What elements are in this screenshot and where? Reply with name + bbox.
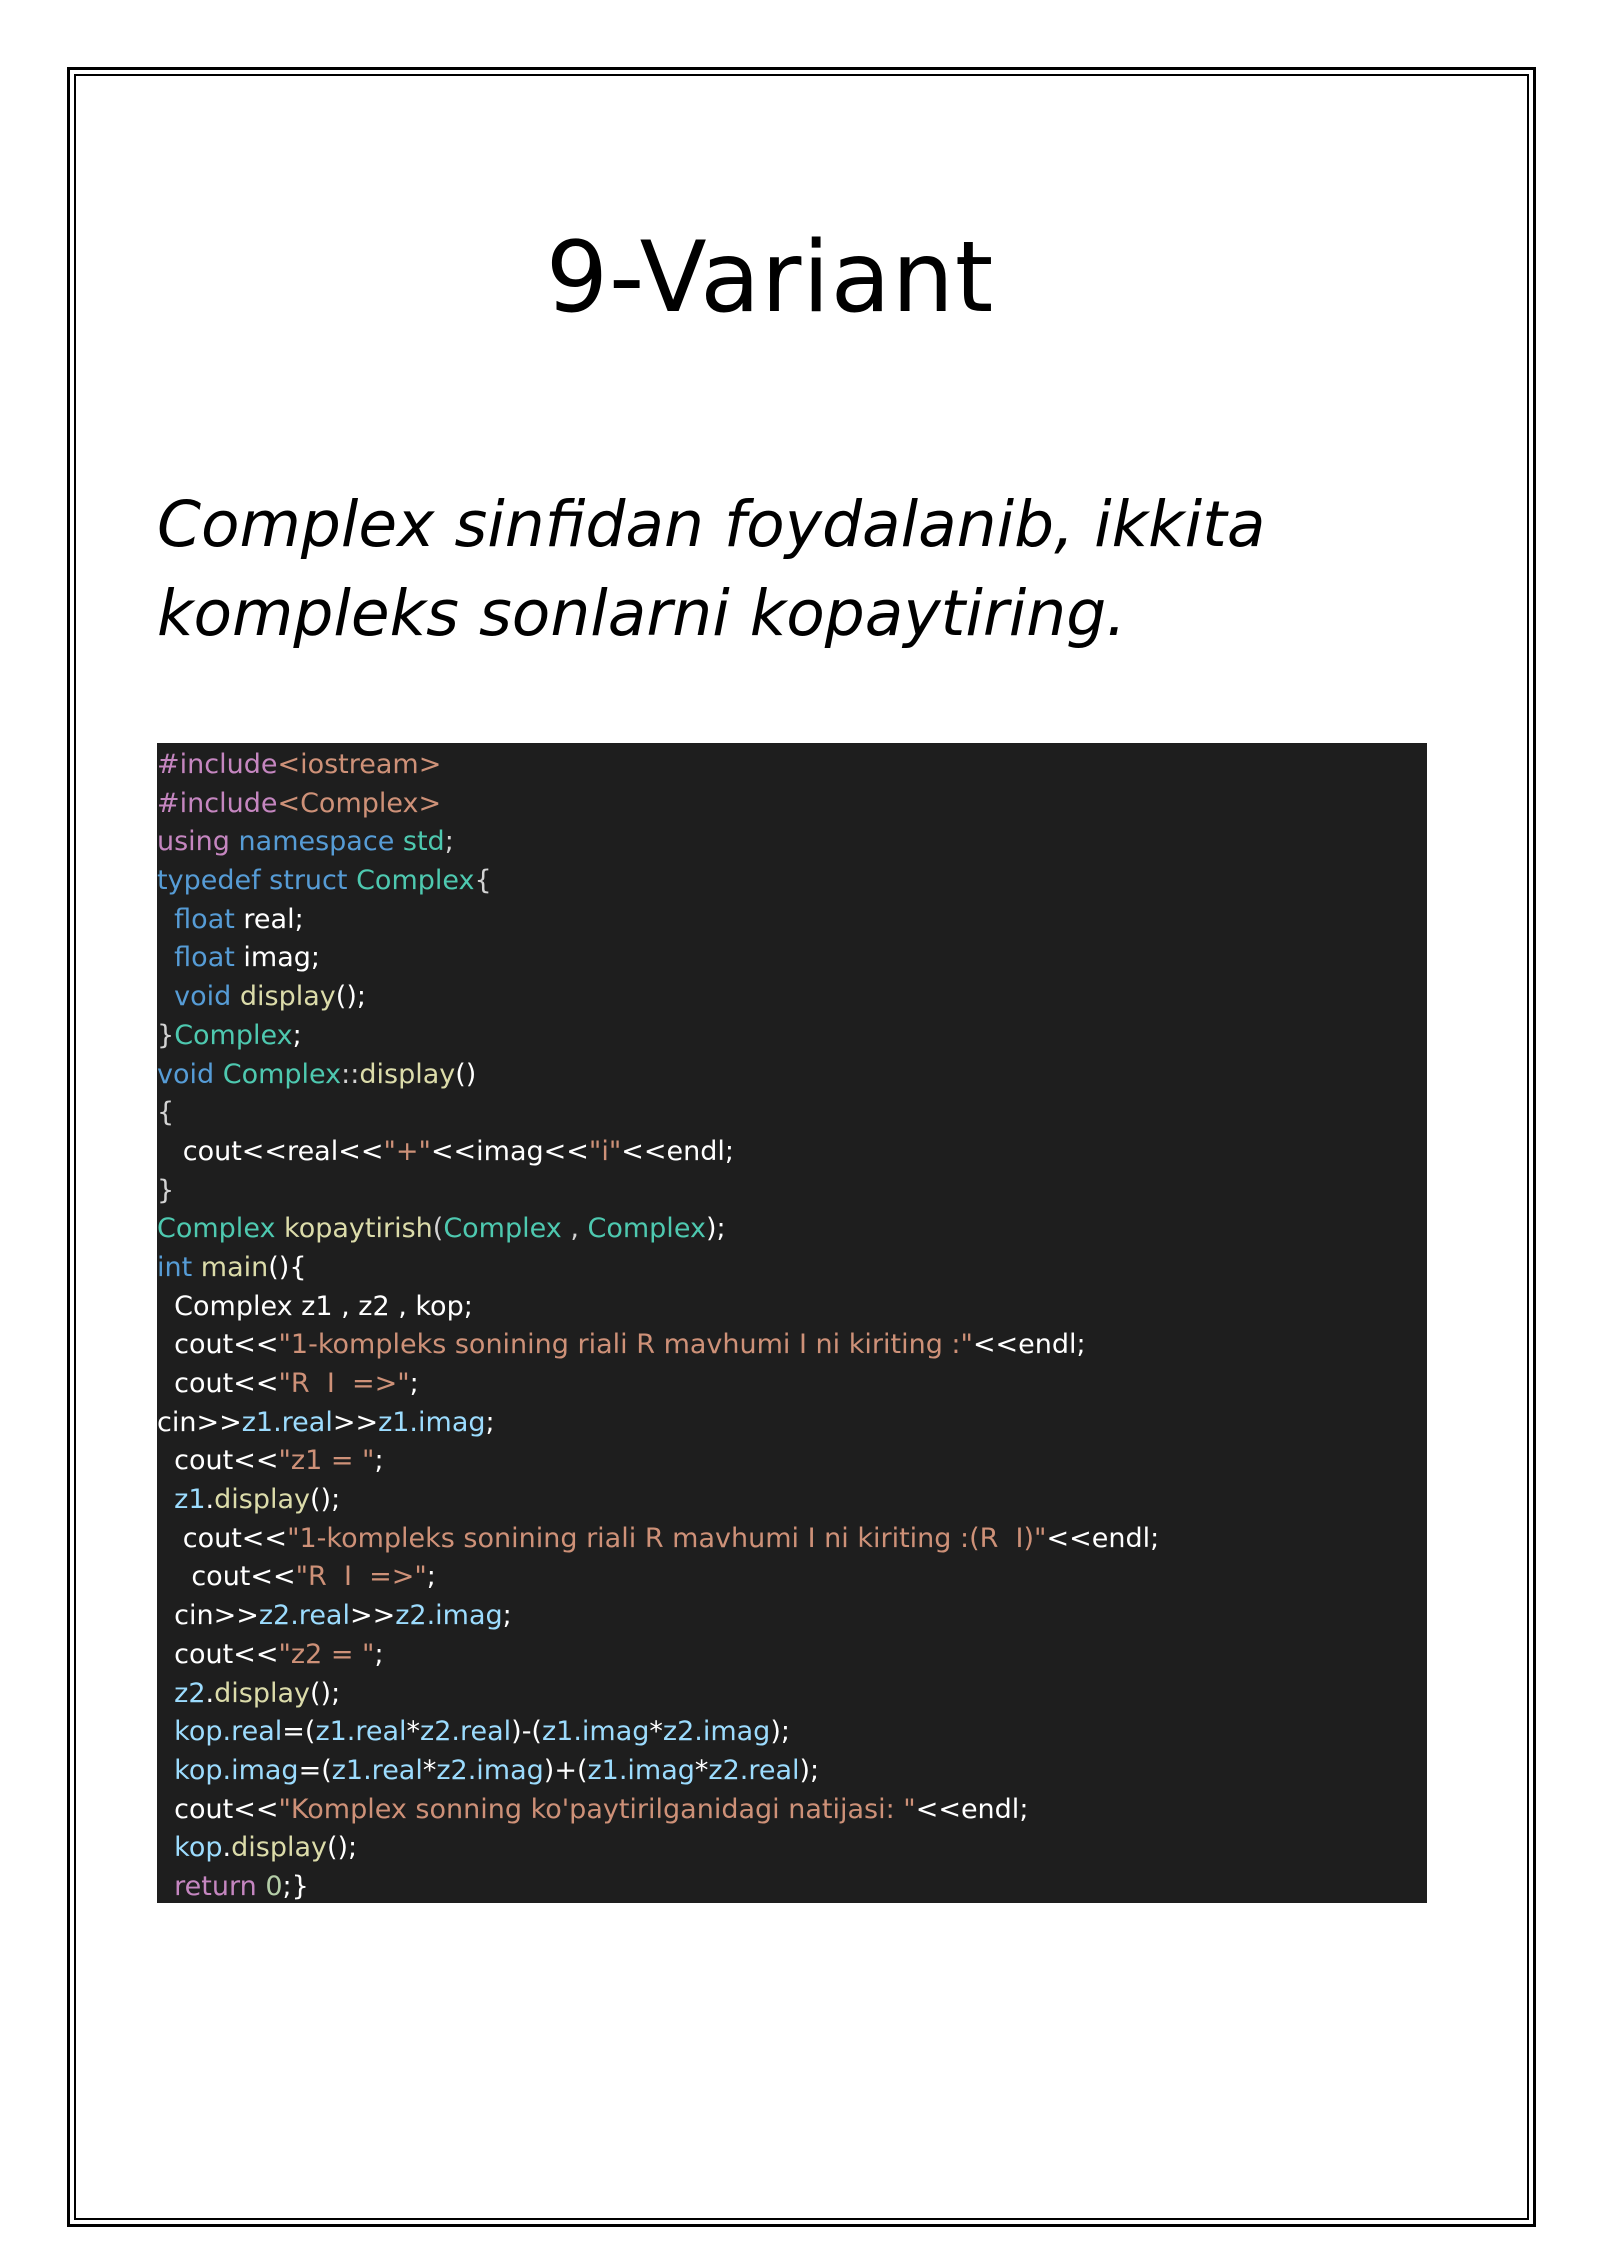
code-line — [157, 1829, 1427, 1868]
code-token: ); — [799, 1754, 820, 1786]
code-token: cout<<real<< — [157, 1135, 384, 1167]
code-token — [157, 1832, 174, 1863]
code-token: z1.imag — [541, 1716, 650, 1748]
code-token: "i" — [588, 1135, 622, 1167]
code-token: "R I =>" — [278, 1368, 410, 1399]
code-token: >> — [332, 1406, 379, 1438]
code-token: imag; — [234, 942, 321, 974]
code-line — [157, 862, 1427, 901]
code-token: "Komplex sonning ko'paytirilganidagi natijasi: " — [278, 1793, 916, 1825]
code-token — [157, 1871, 174, 1902]
code-line — [157, 1481, 1427, 1520]
code-line — [157, 978, 1427, 1017]
task-statement — [157, 480, 1457, 658]
code-token: 0 — [265, 1870, 283, 1902]
code-line — [157, 1288, 1427, 1327]
code-token: cout<< — [157, 1793, 279, 1825]
code-token: "1-kompleks sonining riali R mavhumi I ni kiriting :" — [278, 1329, 973, 1361]
code-token: display — [214, 1677, 310, 1709]
code-token: ); — [705, 1213, 726, 1245]
code-token: main — [200, 1251, 269, 1283]
code-token: <<imag<< — [430, 1135, 589, 1167]
code-token: "1-kompleks sonining riali R mavhumi I ni kiriting :(R I)" — [287, 1522, 1047, 1554]
code-line — [157, 939, 1427, 978]
code-token: , — [561, 1213, 588, 1245]
code-token: * — [649, 1716, 663, 1748]
code-token: cout<< — [157, 1561, 296, 1593]
code-line — [157, 1442, 1427, 1481]
code-token: float — [174, 942, 235, 974]
code-token: ( — [432, 1213, 444, 1245]
code-token: cout<< — [157, 1368, 279, 1399]
code-token: z2.real — [258, 1600, 350, 1632]
code-line — [157, 1791, 1427, 1830]
code-token — [157, 1716, 174, 1747]
code-token: } — [157, 1174, 175, 1206]
code-line — [157, 1094, 1427, 1133]
code-token: z2.real — [420, 1716, 512, 1748]
code-line — [157, 823, 1427, 862]
code-line — [157, 1597, 1427, 1636]
code-token: ; — [444, 826, 454, 858]
code-token: )-( — [511, 1716, 542, 1748]
code-token: real; — [234, 903, 304, 935]
code-line — [157, 1868, 1427, 1903]
code-token: typedef — [157, 865, 261, 897]
code-token: display — [239, 981, 336, 1013]
code-token: <<endl; — [1046, 1522, 1160, 1554]
code-token: z1 — [174, 1484, 206, 1516]
code-token: kop.imag — [174, 1754, 299, 1786]
code-token: (); — [310, 1677, 341, 1709]
code-token — [275, 1213, 284, 1244]
code-line — [157, 901, 1427, 940]
code-token — [394, 826, 403, 857]
code-token: ; — [409, 1368, 419, 1399]
code-token: "z1 = " — [278, 1445, 375, 1477]
code-token: cin>> — [157, 1600, 259, 1632]
code-token — [261, 865, 270, 896]
code-token: . — [205, 1677, 215, 1709]
code-token: :: — [341, 1058, 360, 1090]
code-token: kop — [174, 1832, 223, 1864]
code-token: z2.imag — [436, 1754, 544, 1786]
code-token — [157, 1755, 174, 1786]
code-token: <<endl; — [621, 1135, 734, 1167]
code-token: =( — [282, 1716, 316, 1748]
code-token: (); — [310, 1484, 341, 1516]
code-token: kop.real — [174, 1716, 283, 1748]
code-token — [347, 865, 356, 896]
code-token: ; — [485, 1406, 495, 1438]
code-token: float — [174, 903, 235, 935]
code-token: Complex — [443, 1213, 562, 1245]
code-token: ; — [502, 1600, 512, 1632]
code-token: std — [402, 826, 445, 858]
code-line — [157, 746, 1427, 785]
code-token: z1.real — [241, 1406, 333, 1438]
code-token: z1.real — [315, 1716, 407, 1748]
code-token: Complex z1 , z2 , kop; — [157, 1290, 473, 1322]
code-token: <<endl; — [972, 1329, 1086, 1361]
code-line — [157, 1210, 1427, 1249]
code-token: ; — [426, 1561, 436, 1593]
code-token: cout<< — [157, 1638, 279, 1670]
code-line — [157, 1713, 1427, 1752]
code-token: Complex — [356, 865, 475, 897]
code-line — [157, 1636, 1427, 1675]
code-token: struct — [269, 865, 348, 897]
code-line — [157, 1133, 1427, 1172]
code-token: z1.imag — [378, 1406, 486, 1438]
code-token: (){ — [268, 1251, 307, 1283]
task-line-1: Complex sinfidan foydalanib, ikkita — [157, 488, 1266, 561]
code-token — [157, 1484, 174, 1515]
code-line — [157, 1520, 1427, 1559]
code-token: <Complex> — [277, 787, 442, 819]
code-line — [157, 785, 1427, 824]
code-token: Complex — [174, 1019, 293, 1051]
code-token: =( — [298, 1754, 332, 1786]
code-token: ; — [292, 1019, 302, 1051]
code-token: using — [157, 826, 230, 858]
code-token — [214, 1059, 223, 1090]
code-token: . — [222, 1832, 232, 1864]
code-token: ;} — [282, 1870, 309, 1902]
code-token: "+" — [383, 1135, 431, 1167]
code-token: #include — [157, 787, 278, 819]
code-token: Complex — [587, 1213, 706, 1245]
code-screenshot — [157, 743, 1427, 1903]
code-token: cout<< — [157, 1329, 279, 1361]
code-token: (); — [335, 981, 366, 1013]
task-line-2: kompleks sonlarni kopaytiring. — [157, 577, 1127, 650]
code-token: >> — [349, 1600, 396, 1632]
code-token: namespace — [238, 826, 395, 858]
code-token: "R I =>" — [295, 1561, 427, 1593]
code-token: Complex — [157, 1213, 276, 1245]
code-token: <<endl; — [915, 1793, 1029, 1825]
code-token: () — [455, 1058, 477, 1090]
code-token: ); — [770, 1716, 790, 1748]
code-token — [231, 981, 240, 1012]
page-title: 9-Variant — [545, 221, 995, 335]
code-token: z2 — [174, 1677, 206, 1709]
code-line — [157, 1558, 1427, 1597]
code-token: "z2 = " — [278, 1638, 375, 1670]
code-token: display — [214, 1484, 310, 1516]
code-token: z2.real — [708, 1754, 800, 1786]
code-line — [157, 1404, 1427, 1443]
code-token: cout<< — [157, 1522, 288, 1554]
code-line — [157, 1172, 1427, 1211]
code-token — [157, 904, 174, 935]
code-token — [230, 826, 239, 857]
code-token: * — [694, 1754, 709, 1786]
code-line — [157, 1365, 1427, 1404]
code-token — [192, 1252, 201, 1283]
code-token: z2.imag — [662, 1716, 771, 1748]
code-token: void — [157, 1058, 215, 1090]
code-token: ; — [374, 1445, 384, 1477]
code-token: (); — [326, 1832, 358, 1864]
code-token: { — [157, 1097, 175, 1129]
code-token: ; — [374, 1638, 384, 1670]
code-token: void — [174, 981, 232, 1013]
code-token: return — [174, 1870, 257, 1902]
code-token — [157, 981, 174, 1012]
code-token: Complex — [222, 1058, 342, 1090]
code-token: } — [157, 1019, 175, 1051]
code-token: . — [205, 1484, 215, 1516]
code-token: z2.imag — [395, 1600, 503, 1632]
code-line — [157, 1752, 1427, 1791]
code-token — [157, 1678, 174, 1709]
code-token: int — [157, 1251, 193, 1283]
code-token: cin>> — [157, 1406, 242, 1438]
code-token: cout<< — [157, 1445, 279, 1477]
code-line — [157, 1017, 1427, 1056]
code-token: { — [474, 865, 492, 897]
code-line — [157, 1675, 1427, 1714]
code-line — [157, 1056, 1427, 1095]
code-line — [157, 1326, 1427, 1365]
code-token: <iostream> — [277, 749, 442, 780]
code-token: #include — [157, 749, 278, 780]
code-token — [157, 942, 174, 973]
code-token: * — [406, 1716, 421, 1748]
code-token: z1.imag — [587, 1754, 695, 1786]
code-token: display — [359, 1058, 456, 1090]
code-token: * — [422, 1754, 437, 1786]
code-token: z1.real — [331, 1754, 423, 1786]
code-token: )+( — [543, 1754, 588, 1786]
code-line — [157, 1249, 1427, 1288]
code-token: kopaytirish — [284, 1213, 433, 1245]
code-token: display — [231, 1832, 327, 1864]
